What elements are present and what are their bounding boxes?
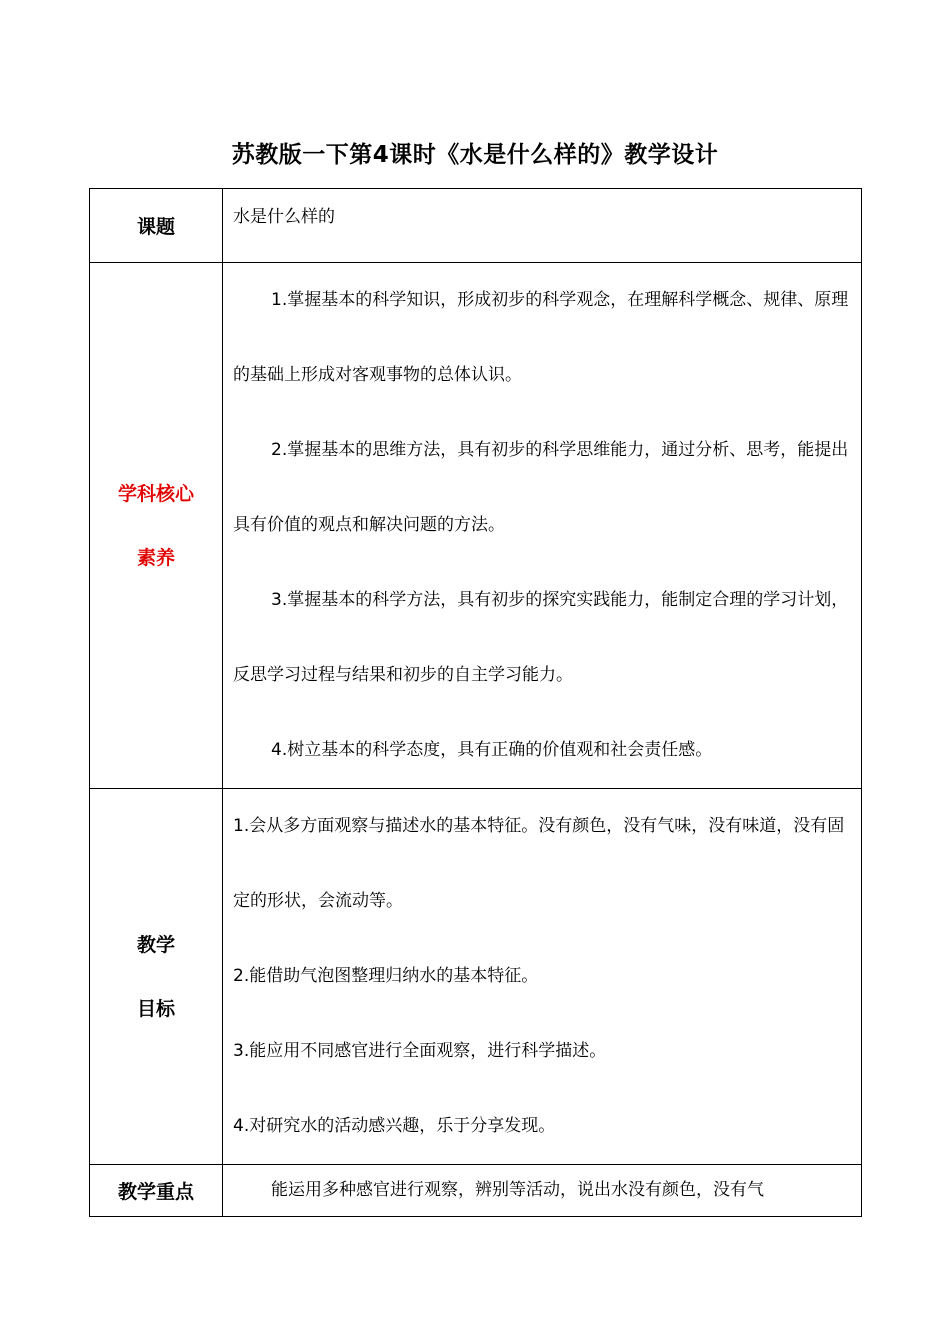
core-literacy-paragraph: 1.掌握基本的科学知识，形成初步的科学观念，在理解科学概念、规律、原理的基础上形成对客观事物的总体认识。 (233, 290, 849, 385)
table-row-key-points (90, 1165, 862, 1217)
goals-label-line-2: 目标 (136, 997, 175, 1020)
table-row-topic (90, 189, 862, 263)
topic-value: 水是什么样的 (233, 207, 335, 227)
goal-item: 1.会从多方面观察与描述水的基本特征。没有颜色，没有气味，没有味道，没有固定的形状，会流动等。 (233, 816, 845, 911)
key-points-value: 能运用多种感官进行观察，辨别等活动，说出水没有颜色，没有气 (271, 1180, 764, 1200)
core-literacy-paragraph: 4.树立基本的科学态度，具有正确的价值观和社会责任感。 (271, 740, 713, 760)
core-literacy-label-line-1: 学科核心 (117, 482, 194, 505)
core-literacy-paragraph: 2.掌握基本的思维方法，具有初步的科学思维能力，通过分析、思考，能提出具有价值的观点和解决问题的方法。 (233, 440, 849, 535)
key-points-label: 教学重点 (90, 1165, 223, 1217)
goals-content (223, 789, 862, 1165)
goal-item: 4.对研究水的活动感兴趣，乐于分享发现。 (233, 1116, 556, 1136)
core-literacy-label (90, 263, 223, 789)
lesson-plan-table (89, 188, 862, 1217)
goal-item: 3.能应用不同感官进行全面观察，进行科学描述。 (233, 1041, 607, 1061)
core-literacy-label-line-2: 素养 (136, 546, 175, 569)
core-literacy-content (223, 263, 862, 789)
document-title: 苏教版一下第4课时《水是什么样的》教学设计 (231, 142, 719, 168)
core-literacy-paragraph: 3.掌握基本的科学方法，具有初步的探究实践能力，能制定合理的学习计划，反思学习过程与结果和初步的自主学习能力。 (233, 590, 849, 685)
topic-value-cell (223, 189, 862, 263)
goals-label-line-1: 教学 (136, 933, 175, 956)
table-row-goals (90, 789, 862, 1165)
topic-label: 课题 (90, 189, 223, 263)
key-points-content (223, 1165, 862, 1217)
goals-label (90, 789, 223, 1165)
goal-item: 2.能借助气泡图整理归纳水的基本特征。 (233, 966, 539, 986)
table-row-core-literacy (90, 263, 862, 789)
